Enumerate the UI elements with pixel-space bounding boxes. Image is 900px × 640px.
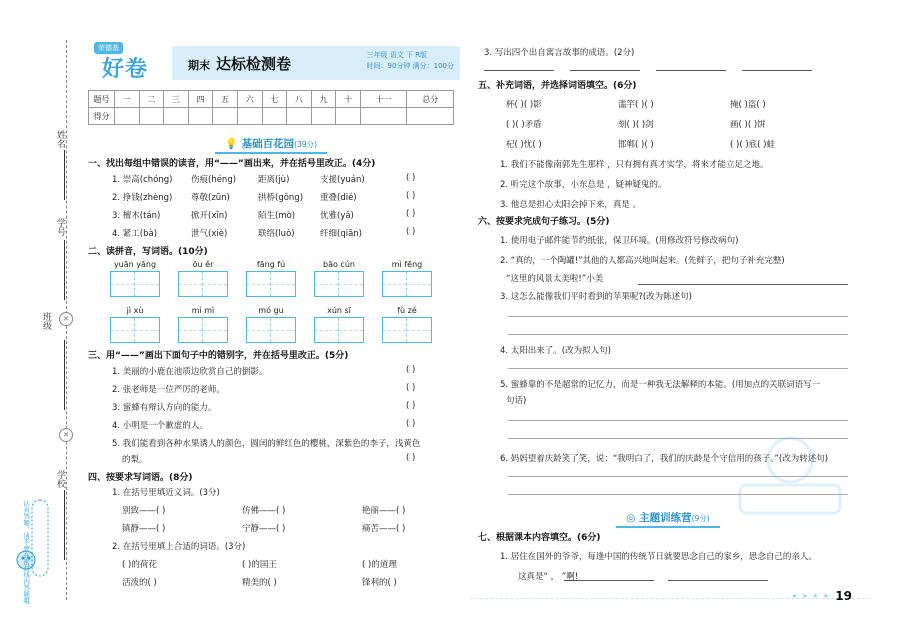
- q5-item[interactable]: 刻( )( )剑: [618, 120, 654, 130]
- score-cell: 五: [213, 91, 238, 108]
- q4-item[interactable]: 艳丽——( ): [362, 506, 406, 516]
- lightbulb-icon: 💡: [224, 138, 238, 150]
- score-input[interactable]: [188, 108, 213, 125]
- score-input[interactable]: [237, 108, 262, 125]
- pinyin-label: yuān yāng: [113, 260, 157, 269]
- q1-item: 2. 挣钱(zhèng): [112, 193, 173, 203]
- score-cell: 十一: [360, 91, 406, 108]
- name-field[interactable]: [64, 150, 65, 200]
- question-2-title: 二、读拼音，写词语。(10分): [88, 247, 208, 257]
- question-3-title: 三、用“——”画出下面句子中的错别字，并在括号里改正。(5分): [88, 351, 349, 361]
- pinyin-writing-box[interactable]: [110, 260, 160, 297]
- q1-item: 3. 檀木(tán): [112, 211, 161, 221]
- q1-item: 尊敬(zūn): [191, 193, 230, 203]
- score-table: [88, 90, 454, 125]
- question-6-title: 六、按要求完成句子练习。(5分): [478, 217, 610, 227]
- pinyin-writing-box[interactable]: [314, 306, 364, 343]
- pinyin-label: mì fēng: [391, 260, 423, 269]
- pinyin-writing-box[interactable]: [314, 260, 364, 297]
- q1-item: 拱桥(gǒng): [258, 193, 304, 203]
- logo: [88, 40, 170, 88]
- q4-sub-title: 1. 在括号里填近义词。(3分): [112, 488, 220, 498]
- pinyin-label: fāng fú: [256, 260, 286, 269]
- answer-line[interactable]: [564, 580, 654, 581]
- score-cell: 二: [139, 91, 164, 108]
- exam-meta: 三年级 语文 下 R版 时间：90分钟 满分：100分: [366, 51, 454, 71]
- answer-line[interactable]: [656, 70, 726, 71]
- exam-header: [88, 40, 460, 92]
- answer-paren[interactable]: ( ): [406, 383, 416, 393]
- score-input[interactable]: [262, 108, 287, 125]
- pinyin-label: xún sī: [327, 306, 351, 315]
- watermark-logo-icon: [720, 430, 860, 520]
- pinyin-label: fù zé: [397, 306, 417, 315]
- answer-line[interactable]: [508, 368, 848, 369]
- pinyin-writing-box[interactable]: [178, 260, 228, 297]
- pinyin-writing-box[interactable]: [246, 306, 296, 343]
- q1-item: 纤细(qiān): [320, 229, 362, 239]
- q5-item[interactable]: ( )( )矛盾: [506, 120, 542, 130]
- answer-paren[interactable]: ( ): [406, 209, 416, 219]
- pinyin-writing-box[interactable]: [382, 306, 432, 343]
- score-cell: 八: [287, 91, 312, 108]
- q5-item[interactable]: 邯郸( )( ): [618, 140, 654, 150]
- answer-line[interactable]: [638, 284, 848, 285]
- q5-item[interactable]: 滥竽( )( ): [618, 100, 654, 110]
- q4-item[interactable]: 仿佛——( ): [242, 506, 286, 516]
- footer-stars: ★ ★ ★ ★: [791, 592, 830, 600]
- q1-item: 泄气(xiè): [191, 229, 228, 239]
- q5-sentence: 3. 他总是担心太阳会掉下来，真是 。: [500, 200, 642, 210]
- answer-paren[interactable]: ( ): [406, 173, 416, 183]
- logo-word: 好卷: [102, 56, 149, 82]
- pinyin-label: mó gu: [258, 306, 284, 315]
- q1-item: 1. 崇高(chóng): [112, 175, 173, 185]
- q3-item: 4. 小明是一个歉虚的人。: [112, 421, 208, 431]
- score-input[interactable]: [311, 108, 336, 125]
- q6-item: “这里的风景太美啦!”小美: [506, 274, 604, 284]
- q5-item[interactable]: 画( )( )饼: [730, 120, 766, 130]
- q6-item: 5. 蜜蜂靠的不是超常的记忆力，而是一种我无法解释的本能。(用加点的关联词语写一: [500, 380, 821, 390]
- r3-prompt: 3. 写出四个出自寓言故事的成语。(2分): [484, 48, 635, 58]
- q4-item[interactable]: 锋利的( ): [362, 578, 397, 588]
- score-input[interactable]: [139, 108, 164, 125]
- pinyin-writing-box[interactable]: [110, 306, 160, 343]
- class-label: 班级: [41, 312, 51, 330]
- q1-item: 重叠(dié): [320, 193, 357, 203]
- answer-line[interactable]: [508, 420, 848, 421]
- q6-item: 1. 使用电子邮件能节约纸张，保卫环境。(用修改符号修改病句): [500, 236, 739, 246]
- score-input[interactable]: [360, 108, 406, 125]
- answer-paren[interactable]: ( ): [406, 365, 416, 375]
- q3-item: 2. 张老师是一位严厉的老师。: [112, 385, 225, 395]
- q5-sentence: 2. 听完这个故事，小东总是 ，疑神疑鬼的。: [500, 180, 667, 190]
- q3-item: 的梨。: [122, 455, 148, 465]
- q7-item: 这真是“ ， ”啊!: [518, 572, 579, 582]
- q6-item: 3. 这怎么能像我们平时看到的苹果呢?(改为陈述句): [500, 292, 692, 302]
- score-cell: 总分: [407, 91, 454, 108]
- question-5-title: 五、补充词语，并选择词语填空。(6分): [478, 81, 637, 91]
- logo-tag: 荣德基: [94, 42, 123, 54]
- q1-item: 联络(luò): [258, 229, 295, 239]
- q6-item: 句话): [506, 396, 527, 406]
- q4-item[interactable]: 痛苦——( ): [362, 524, 406, 534]
- class-field[interactable]: [64, 340, 65, 410]
- q1-item: 4. 紧工(bà): [112, 229, 158, 239]
- pinyin-writing-box[interactable]: [246, 260, 296, 297]
- score-row-label: 得分: [89, 108, 115, 125]
- q7-item: 1. 居住在国外的爷爷，每逢中国的传统节日就要思念自己的家乡，思念自己的亲人。: [500, 552, 817, 562]
- q5-item[interactable]: 杯( )( )影: [506, 100, 542, 110]
- pinyin-label: jì xù: [126, 306, 144, 315]
- answer-paren[interactable]: ( ): [406, 419, 416, 429]
- pinyin-writing-box[interactable]: [178, 306, 228, 343]
- score-cell: 七: [262, 91, 287, 108]
- score-table-header-row: [89, 91, 454, 108]
- section-banner-basics: 💡 基础百花园(39分): [88, 136, 454, 154]
- score-input[interactable]: [287, 108, 312, 125]
- q1-item: 掀开(xīn): [191, 211, 228, 221]
- q4-item[interactable]: ( )的道理: [362, 560, 397, 570]
- q1-item: 距离(jù): [258, 175, 290, 185]
- answer-paren[interactable]: ( ): [406, 401, 416, 411]
- q4-item[interactable]: 宁静——( ): [242, 524, 286, 534]
- school-field[interactable]: [64, 490, 65, 560]
- q5-item[interactable]: ( )( )底( )蛙: [730, 140, 776, 150]
- q4-item[interactable]: 别致——( ): [122, 506, 166, 516]
- q5-item[interactable]: 杞( )忧( ): [506, 140, 542, 150]
- score-cell: 十: [336, 91, 361, 108]
- answer-line[interactable]: [570, 70, 640, 71]
- pinyin-writing-box[interactable]: [382, 260, 432, 297]
- student-id-label: 学号: [55, 218, 65, 236]
- answer-line[interactable]: [742, 70, 812, 71]
- q3-item: 1. 美丽的小鹿在池质边欣赏自己的倒影。: [112, 367, 268, 377]
- pinyin-label: ōu ěr: [192, 260, 214, 269]
- score-cell: 九: [311, 91, 336, 108]
- mascot-icon: [14, 498, 52, 578]
- left-column: [88, 40, 460, 588]
- q5-sentence: 1. 我们不能像南郭先生那样 ，只有拥有真才实学，将来才能立足之地。: [500, 160, 769, 170]
- section-banner-theme: ◎ 主题训练营(9分): [478, 510, 858, 528]
- score-input[interactable]: [115, 108, 140, 125]
- question-1-title: 一、找出每组中错误的读音，用“——”画出来，并在括号里改正。(4分): [88, 159, 376, 169]
- answer-line[interactable]: [668, 580, 768, 581]
- answer-line[interactable]: [508, 334, 848, 335]
- pinyin-label: mì mì: [191, 306, 215, 315]
- q1-item: 支援(yuán): [320, 175, 365, 185]
- q4-item[interactable]: 活泼的( ): [122, 578, 157, 588]
- q1-item: 伤痕(héng): [191, 175, 237, 185]
- answer-line[interactable]: [484, 70, 554, 71]
- q3-item: 5. 我们能看到各种水果诱人的颜色，圆闰的鲜红色的樱桃，深紫色的李子，浅黄色: [112, 439, 421, 449]
- page-title: 期末 达标检测卷: [188, 55, 292, 73]
- page-number: 19: [835, 589, 852, 603]
- score-cell: 三: [164, 91, 189, 108]
- question-4-title: 四、按要求写词语。(8分): [88, 473, 193, 483]
- q6-item: 6. 妈妈望着庆龄笑了笑，说：“我明白了，我们的庆龄是个守信用的孩子。”(改为转述句): [500, 454, 829, 464]
- answer-paren[interactable]: ( ): [406, 227, 416, 237]
- q4-item[interactable]: ( )的荷花: [122, 560, 157, 570]
- score-input[interactable]: [336, 108, 361, 125]
- q4-item[interactable]: 镇静——( ): [122, 524, 166, 534]
- q6-item: 2. “真的，一个陶罐!”其他的人都高兴地叫起来。(先鲜子，把句子补充完整): [500, 256, 785, 266]
- binding-circle: ✕: [59, 428, 73, 442]
- score-cell: 一: [115, 91, 140, 108]
- q3-item: 3. 蜜蜂有辩认方向的能力。: [112, 403, 217, 413]
- answer-paren[interactable]: ( ): [406, 191, 416, 201]
- score-table-score-row: [89, 108, 454, 125]
- answer-line[interactable]: [508, 316, 848, 317]
- answer-paren[interactable]: ( ): [406, 453, 416, 463]
- score-input[interactable]: [213, 108, 238, 125]
- target-icon: ◎: [626, 512, 636, 524]
- q5-item[interactable]: 掩( )盗( ): [730, 100, 766, 110]
- binding-circle: ✕: [59, 312, 73, 326]
- seal-text: 认真答题，请不要在密封线内答题哦: [22, 500, 31, 604]
- q4-sub-title: 2. 在括号里填上合适的词语。(3分): [112, 542, 246, 552]
- title-banner: [172, 46, 460, 80]
- name-label: 姓名: [55, 130, 65, 148]
- q4-item[interactable]: ( )的国王: [242, 560, 277, 570]
- student-id-field[interactable]: [64, 240, 65, 300]
- pinyin-label: bāo cún: [323, 260, 355, 269]
- score-input[interactable]: [164, 108, 189, 125]
- q1-item: 陌生(mò): [258, 211, 296, 221]
- q1-item: 优雅(yǎ): [320, 211, 354, 221]
- q4-item[interactable]: 精美的( ): [242, 578, 277, 588]
- score-cell: 四: [188, 91, 213, 108]
- binding-strip: [0, 0, 86, 640]
- q6-item: 4. 太阳出来了。(改为拟人句): [500, 346, 611, 356]
- score-cell: 题号: [89, 91, 115, 108]
- score-input[interactable]: [407, 108, 454, 125]
- score-cell: 六: [237, 91, 262, 108]
- question-7-title: 七、根据课本内容填空。(6分): [478, 533, 601, 543]
- school-label: 学校: [55, 470, 65, 488]
